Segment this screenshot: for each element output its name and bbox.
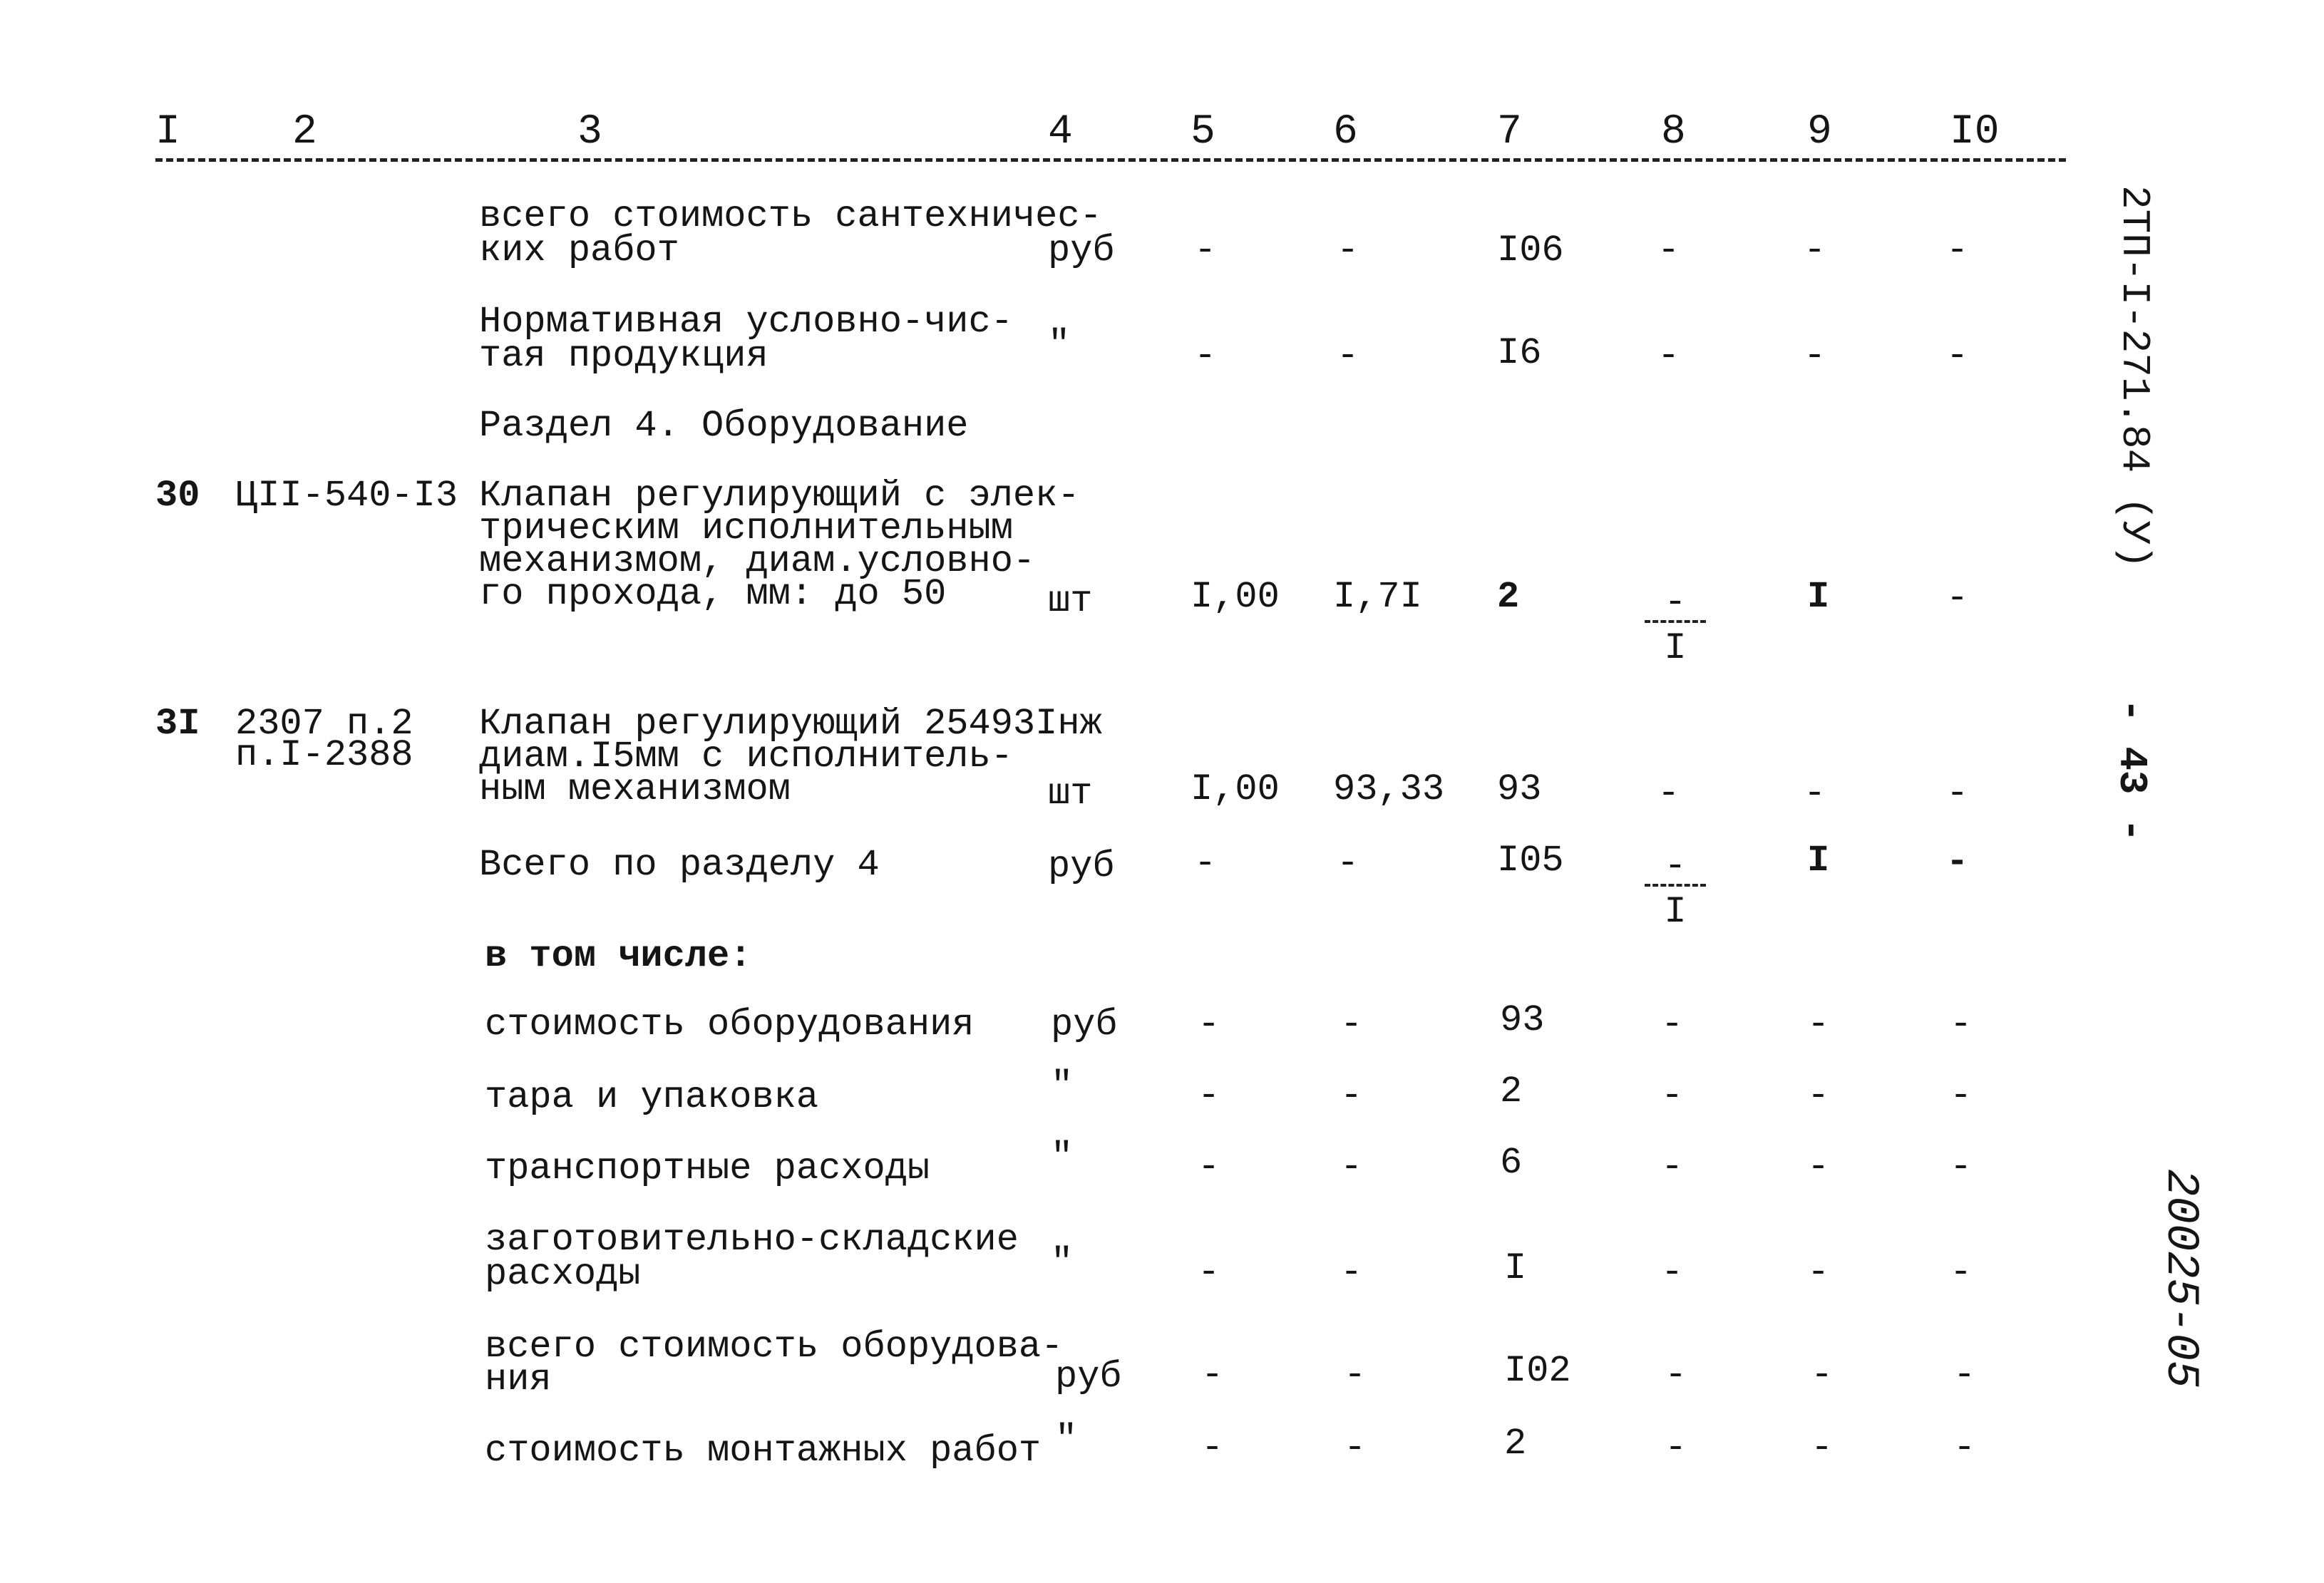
col-header-7: 7 bbox=[1497, 109, 1522, 155]
row-unit: руб bbox=[1048, 230, 1115, 272]
row-col5: - bbox=[1198, 1075, 1220, 1117]
row-col6: - bbox=[1337, 842, 1359, 885]
row-col9: - bbox=[1807, 1146, 1830, 1188]
row-col9: - bbox=[1807, 1004, 1830, 1046]
row-description-line: тара и упаковка bbox=[485, 1076, 819, 1118]
row-col10: - bbox=[1953, 1354, 1976, 1396]
margin-inventory-number: 20025-05 bbox=[2154, 1169, 2206, 1388]
row-col8: - bbox=[1661, 1252, 1684, 1294]
col-header-4: 4 bbox=[1048, 109, 1073, 155]
row-col6: - bbox=[1337, 230, 1359, 272]
fraction-numerator: - bbox=[1664, 582, 1687, 624]
col-header-6: 6 bbox=[1333, 109, 1358, 155]
row-description-line: Всего по разделу 4 bbox=[479, 844, 880, 886]
row-description-line: всего стоимость сантехничес- bbox=[479, 195, 1102, 237]
row-description-line: тая продукция bbox=[479, 335, 768, 377]
row-col10: - bbox=[1946, 230, 1969, 272]
row-description-line: транспортные расходы bbox=[485, 1148, 930, 1190]
margin-page-number: - 43 - bbox=[2109, 698, 2154, 842]
row-col7: 2 bbox=[1504, 1423, 1527, 1465]
row-col5: I,00 bbox=[1191, 576, 1280, 618]
row-col7: I06 bbox=[1497, 230, 1564, 272]
row-col5: I,00 bbox=[1191, 768, 1280, 810]
margin-doc-code: 2ТП-I-271.84 (У) bbox=[2112, 185, 2157, 569]
row-col8: - bbox=[1665, 1354, 1687, 1396]
row-description-line: диам.I5мм с исполнитель- bbox=[479, 736, 1013, 778]
row-code: п.I-2388 bbox=[235, 734, 413, 776]
row-description-line: Клапан регулирующий с элек- bbox=[479, 475, 1080, 517]
fraction-denominator: I bbox=[1664, 891, 1687, 933]
row-col8: - bbox=[1657, 335, 1680, 377]
row-col6: - bbox=[1344, 1354, 1367, 1396]
row-unit: " bbox=[1051, 1242, 1074, 1284]
row-col10: - bbox=[1953, 1427, 1976, 1469]
header-divider bbox=[155, 158, 2066, 162]
row-col9: - bbox=[1804, 335, 1826, 377]
col-header-10: I0 bbox=[1950, 109, 2000, 155]
row-description-line: стоимость монтажных работ bbox=[485, 1430, 1042, 1472]
subheading: в том числе: bbox=[485, 935, 752, 977]
row-col10: - bbox=[1946, 841, 1969, 883]
row-unit: " bbox=[1051, 1136, 1074, 1178]
row-col10: - bbox=[1950, 1004, 1973, 1046]
row-col6: - bbox=[1340, 1075, 1363, 1117]
row-col7: I6 bbox=[1497, 332, 1542, 374]
row-col5: - bbox=[1201, 1427, 1224, 1469]
row-description-line: го прохода, мм: до 50 bbox=[479, 573, 947, 615]
row-code: ЦII-540-I3 bbox=[235, 475, 458, 517]
row-col6: - bbox=[1344, 1427, 1367, 1469]
section-heading: Раздел 4. Оборудование bbox=[479, 405, 969, 447]
col-header-3: 3 bbox=[577, 109, 602, 155]
row-col10: - bbox=[1950, 1146, 1973, 1188]
row-description-line: ния bbox=[485, 1358, 552, 1401]
row-col10: - bbox=[1950, 1252, 1973, 1294]
col-header-5: 5 bbox=[1191, 109, 1215, 155]
row-col9: - bbox=[1811, 1354, 1834, 1396]
row-col5: - bbox=[1194, 335, 1217, 377]
row-col8: - bbox=[1661, 1004, 1684, 1046]
row-unit: руб bbox=[1055, 1356, 1122, 1398]
fraction-denominator: I bbox=[1664, 627, 1687, 669]
row-unit: " bbox=[1051, 1065, 1074, 1107]
row-col5: - bbox=[1201, 1354, 1224, 1396]
row-code: 2307 п.2 bbox=[235, 703, 413, 745]
row-unit: шт bbox=[1048, 580, 1093, 622]
row-col7: I05 bbox=[1497, 840, 1564, 882]
row-col7: I02 bbox=[1504, 1350, 1571, 1392]
row-col7: 93 bbox=[1497, 768, 1542, 810]
row-col7: 6 bbox=[1500, 1142, 1523, 1184]
row-col8: - bbox=[1657, 230, 1680, 272]
row-col9: I bbox=[1807, 576, 1830, 618]
row-unit: " bbox=[1055, 1418, 1078, 1460]
row-col5: - bbox=[1198, 1252, 1220, 1294]
row-col9: - bbox=[1804, 773, 1826, 815]
row-description-line: ких работ bbox=[479, 230, 679, 272]
row-col7: 2 bbox=[1500, 1071, 1523, 1113]
row-description-line: всего стоимость оборудова- bbox=[485, 1326, 1064, 1368]
row-unit: " bbox=[1048, 324, 1071, 366]
row-col6: - bbox=[1340, 1004, 1363, 1046]
row-description-line: стоимость оборудования bbox=[485, 1004, 975, 1046]
row-unit: руб bbox=[1051, 1004, 1118, 1046]
row-col9: - bbox=[1804, 230, 1826, 272]
row-col8-fraction bbox=[1643, 582, 1707, 681]
row-col5: - bbox=[1194, 230, 1217, 272]
row-col10: - bbox=[1950, 1075, 1973, 1117]
row-col9: - bbox=[1807, 1252, 1830, 1294]
row-number: 30 bbox=[155, 475, 200, 517]
fraction-numerator: - bbox=[1664, 845, 1687, 887]
row-number: 3I bbox=[155, 703, 200, 745]
row-description-line: Нормативная условно-чис- bbox=[479, 301, 1013, 343]
row-col10: - bbox=[1946, 773, 1969, 815]
col-header-8: 8 bbox=[1661, 109, 1686, 155]
row-col8: - bbox=[1657, 773, 1680, 815]
row-unit: руб bbox=[1048, 845, 1115, 887]
row-col7: 2 bbox=[1497, 576, 1520, 618]
row-col8: - bbox=[1665, 1427, 1687, 1469]
row-description-line: расходы bbox=[485, 1253, 641, 1295]
row-col6: - bbox=[1340, 1146, 1363, 1188]
col-header-9: 9 bbox=[1807, 109, 1832, 155]
row-description-line: заготовительно-складские bbox=[485, 1219, 1019, 1261]
row-col6: - bbox=[1340, 1252, 1363, 1294]
row-description-line: Клапан регулирующий 25493Iнж bbox=[479, 703, 1102, 745]
row-col9: I bbox=[1807, 840, 1830, 882]
row-col10: - bbox=[1946, 335, 1969, 377]
row-description-line: механизмом, диам.условно- bbox=[479, 540, 1036, 582]
row-col5: - bbox=[1198, 1004, 1220, 1046]
row-col6: 93,33 bbox=[1333, 768, 1445, 810]
row-col7: 93 bbox=[1500, 999, 1545, 1041]
col-header-2: 2 bbox=[292, 109, 317, 155]
row-unit: шт bbox=[1048, 773, 1093, 815]
row-col6: I,7I bbox=[1333, 576, 1422, 618]
row-col10: - bbox=[1946, 577, 1969, 619]
row-col6: - bbox=[1337, 335, 1359, 377]
row-col5: - bbox=[1198, 1146, 1220, 1188]
row-col9: - bbox=[1811, 1427, 1834, 1469]
row-col8: - bbox=[1661, 1075, 1684, 1117]
row-col8-fraction bbox=[1643, 845, 1707, 945]
row-col8: - bbox=[1661, 1146, 1684, 1188]
row-col9: - bbox=[1807, 1075, 1830, 1117]
row-col7: I bbox=[1504, 1247, 1527, 1289]
row-description-line: трическим исполнительным bbox=[479, 507, 1013, 550]
row-col5: - bbox=[1194, 842, 1217, 885]
col-header-1: I bbox=[155, 109, 180, 155]
row-description-line: ным механизмом bbox=[479, 768, 791, 810]
